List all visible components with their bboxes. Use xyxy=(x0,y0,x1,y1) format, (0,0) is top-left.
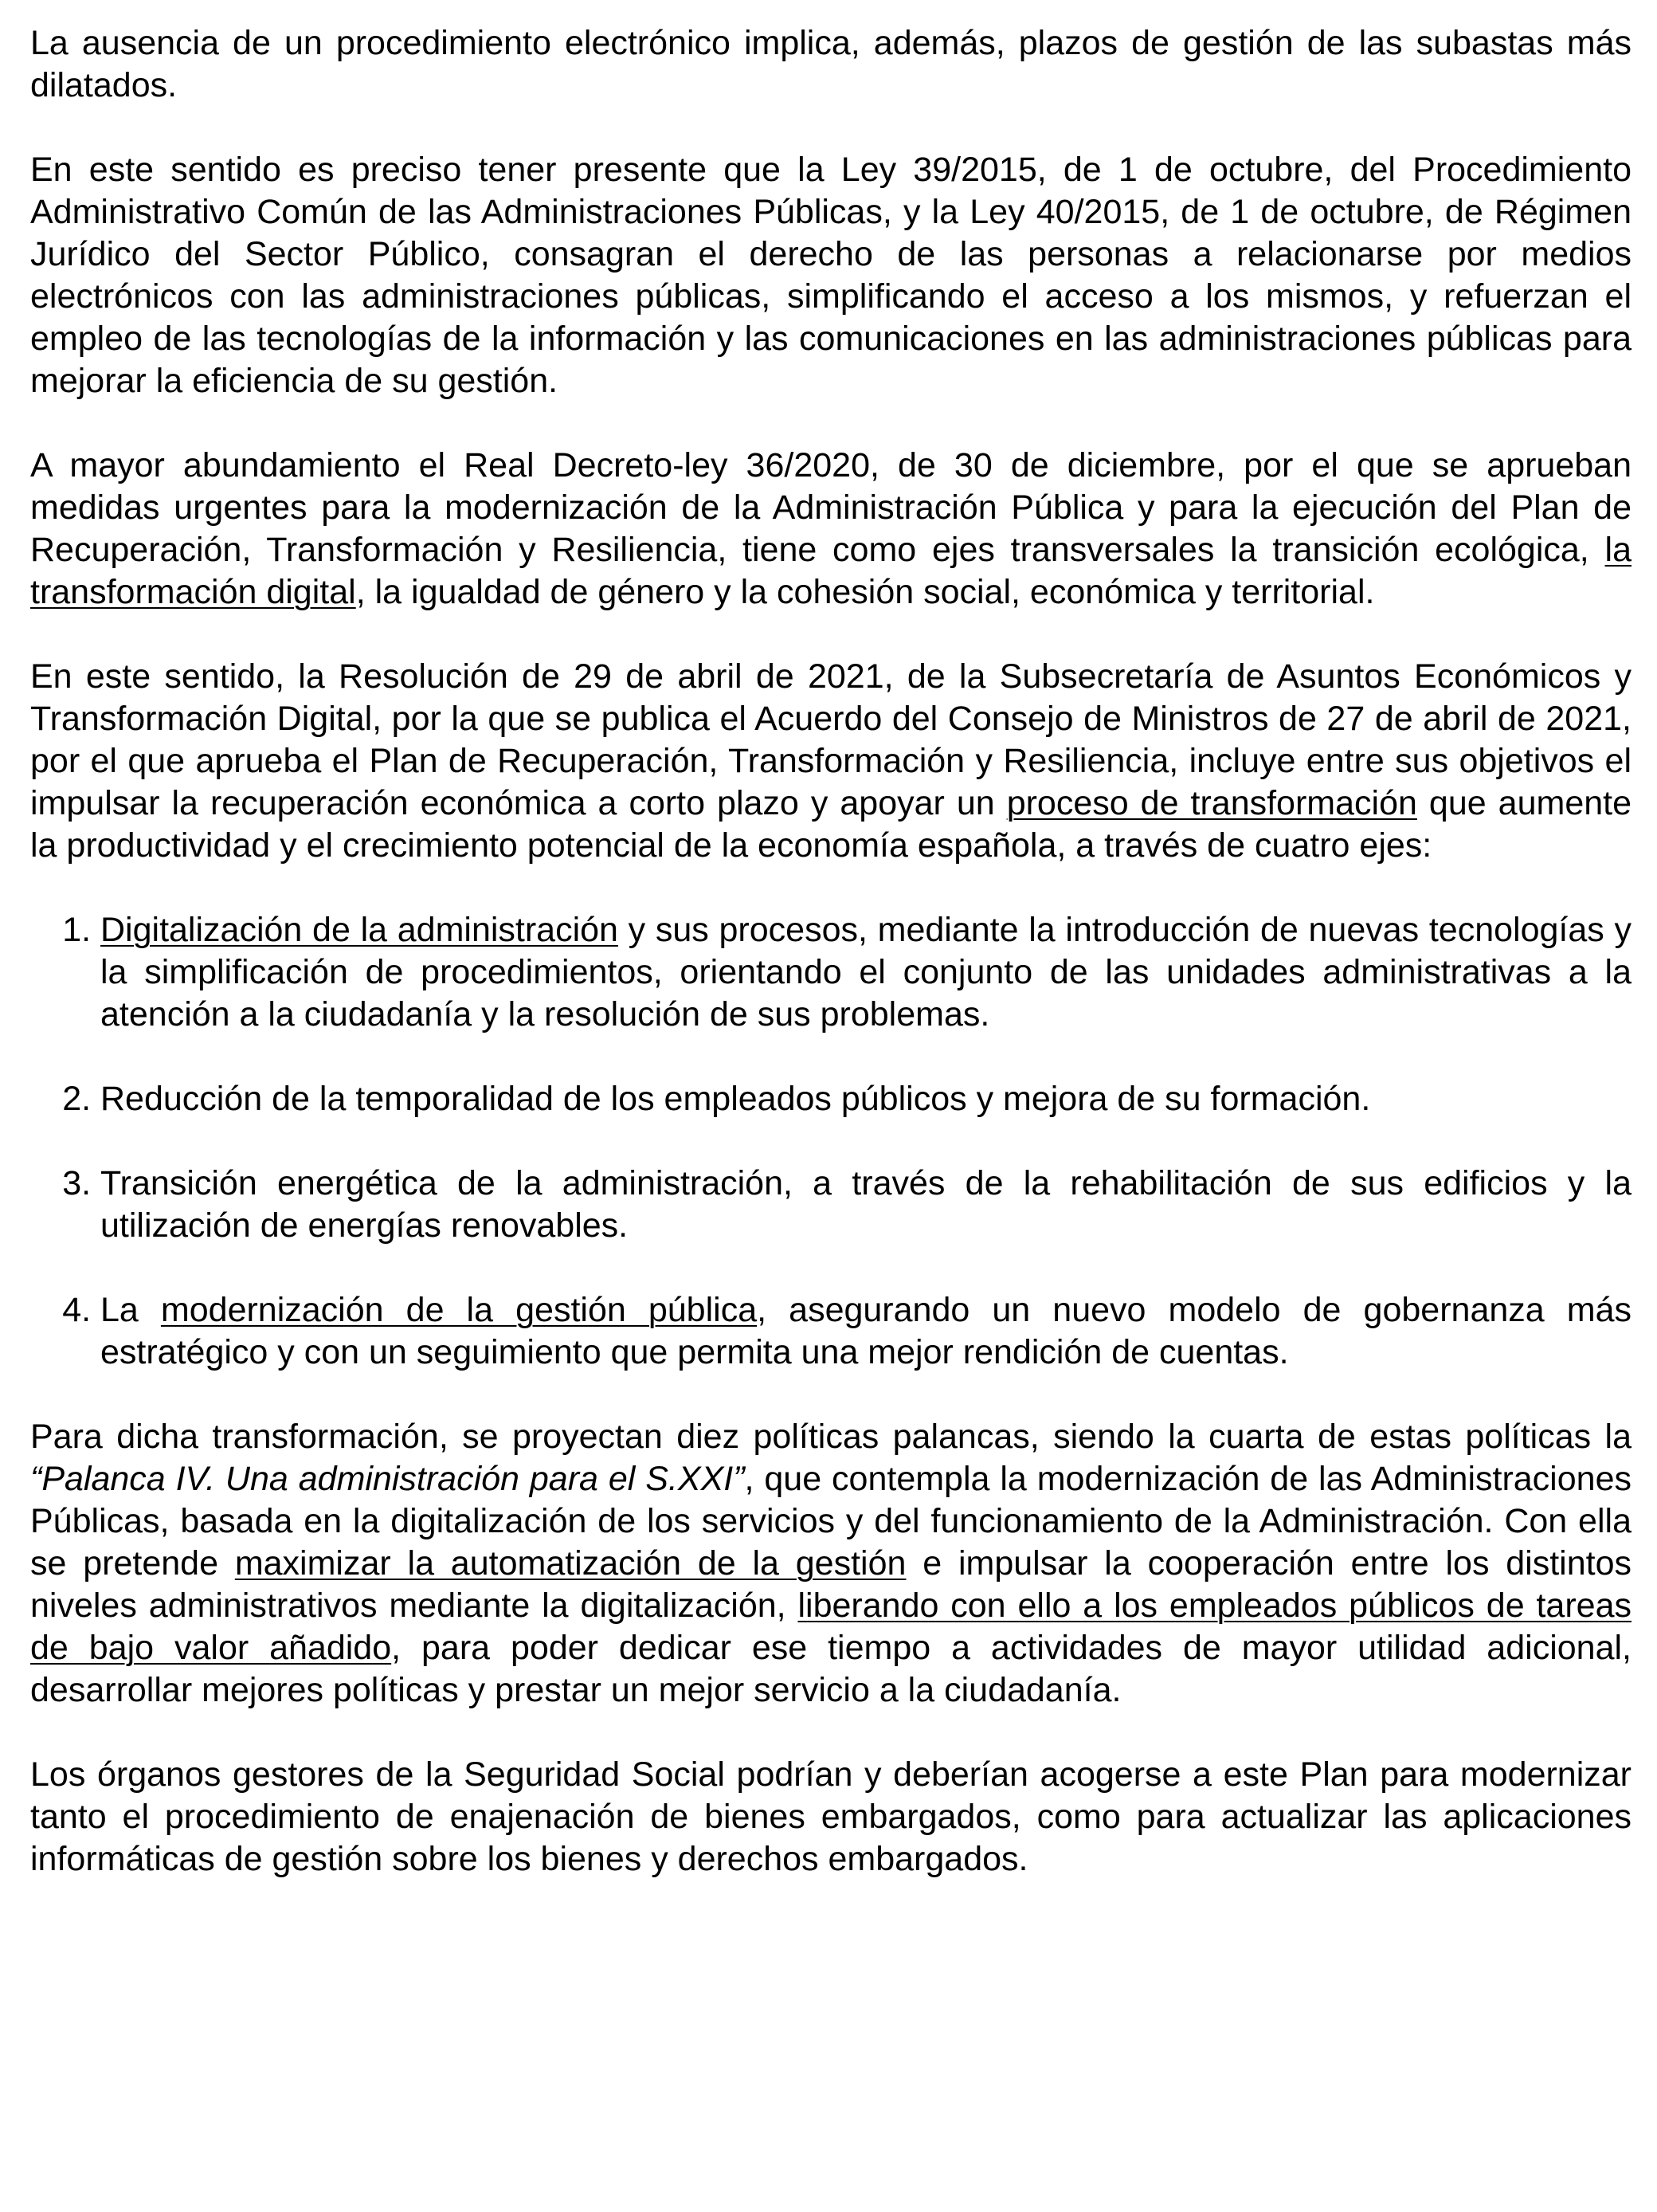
list-item xyxy=(100,909,1632,1036)
paragraph-ausencia xyxy=(30,22,1632,107)
paragraph-leyes-text: En este sentido es preciso tener presente que la Ley 39/2015, de 1 de octubre, del Procedimiento Administrativo Común de las Administraciones Públicas, y la Ley 40/2015, de 1 de octubre, de Régimen Jurídico del Sector Público, consagran el derecho de las personas a relacionarse por medios electrónicos con las administraciones públicas, simplificando el acceso a los mismos, y refuerzan el empleo de las tecnologías de la información y las comunicaciones en las administraciones públicas para mejorar la eficiencia de su gestión. xyxy=(30,151,1632,400)
document-page xyxy=(30,22,1632,1923)
paragraph-real-decreto xyxy=(30,445,1632,614)
underlined-maximizar-automatizacion: maximizar la automatización de la gestión xyxy=(234,1544,907,1583)
paragraph-resolucion xyxy=(30,656,1632,867)
underlined-modernizacion-gestion: modernización de la gestión pública xyxy=(160,1291,758,1329)
paragraph-resolucion-text-a: En este sentido, la Resolución de 29 de abril de 2021, de la Subsecretaría de Asuntos Económicos y Transformación Digital, por la que se publica el Acuerdo del Consejo de Ministros de 27 de abril de 2021, por el que aprueba el Plan de Recuperación, Transformación y Resiliencia, incluye entre sus objetivos el impulsar la recuperación económica a corto plazo y apoyar un xyxy=(30,657,1632,822)
underlined-proceso-transformacion: proceso de transformación xyxy=(1006,784,1417,822)
ejes-list xyxy=(30,909,1632,1374)
paragraph-seguridad-social-text: Los órganos gestores de la Seguridad Social podrían y deberían acogerse a este Plan para modernizar tanto el procedimiento de enajenación de bienes embargados, como para actualizar las aplicaciones informáticas de gestión sobre los bienes y derechos embargados. xyxy=(30,1755,1632,1878)
underlined-digitalizacion: Digitalización de la administración xyxy=(100,911,618,949)
paragraph-palanca-text-b: , que contempla la modernización de las Administraciones Públicas, basada en la digitalización de los servicios y del funcionamiento de la Administración. Con ella se pretende xyxy=(30,1460,1632,1583)
list-item xyxy=(100,1163,1632,1247)
list-item-text-a: La xyxy=(100,1291,161,1329)
paragraph-real-decreto-text-a: A mayor abundamiento el Real Decreto-ley 36/2020, de 30 de diciembre, por el que se aprueban medidas urgentes para la modernización de la Administración Pública y para la ejecución del Plan de Recuperación, Transformación y Resiliencia, tiene como ejes transversales la transición ecológica, xyxy=(30,446,1632,569)
paragraph-palanca-text-c: e impulsar la cooperación entre los distintos niveles administrativos mediante la digitalización, xyxy=(30,1544,1632,1625)
list-item-text-a: Transición energética de la administración, a través de la rehabilitación de sus edificios y la utilización de energías renovables. xyxy=(100,1164,1632,1245)
paragraph-palanca-text-a: Para dicha transformación, se proyectan diez políticas palancas, siendo la cuarta de estas políticas la xyxy=(30,1418,1632,1456)
list-item xyxy=(100,1078,1632,1120)
paragraph-palanca-text-d: , para poder dedicar ese tiempo a actividades de mayor utilidad adicional, desarrollar mejores políticas y prestar un mejor servicio a la ciudadanía. xyxy=(30,1629,1632,1709)
list-item-text-b: , asegurando un nuevo modelo de gobernanza más estratégico y con un seguimiento que permita una mejor rendición de cuentas. xyxy=(100,1291,1632,1371)
paragraph-real-decreto-text-b: , la igualdad de género y la cohesión social, económica y territorial. xyxy=(355,573,1375,611)
underlined-transformacion-digital: la transformación digital xyxy=(30,531,1632,611)
paragraph-palanca xyxy=(30,1416,1632,1712)
paragraph-seguridad-social xyxy=(30,1754,1632,1881)
paragraph-leyes xyxy=(30,149,1632,402)
list-item-text-a: Reducción de la temporalidad de los empleados públicos y mejora de su formación. xyxy=(100,1080,1371,1118)
underlined-liberando-empleados: liberando con ello a los empleados públicos de tareas de bajo valor añadido xyxy=(30,1586,1632,1667)
italic-palanca-iv: “Palanca IV. Una administración para el S.XXI” xyxy=(30,1460,745,1498)
paragraph-resolucion-text-b: que aumente la productividad y el crecimiento potencial de la economía española, a través de cuatro ejes: xyxy=(30,784,1632,865)
paragraph-ausencia-text: La ausencia de un procedimiento electrónico implica, además, plazos de gestión de las subastas más dilatados. xyxy=(30,24,1632,104)
list-item xyxy=(100,1289,1632,1374)
list-item-text-b: y sus procesos, mediante la introducción de nuevas tecnologías y la simplificación de procedimientos, orientando el conjunto de las unidades administrativas a la atención a la ciudadanía y la resolución de sus problemas. xyxy=(100,911,1632,1033)
